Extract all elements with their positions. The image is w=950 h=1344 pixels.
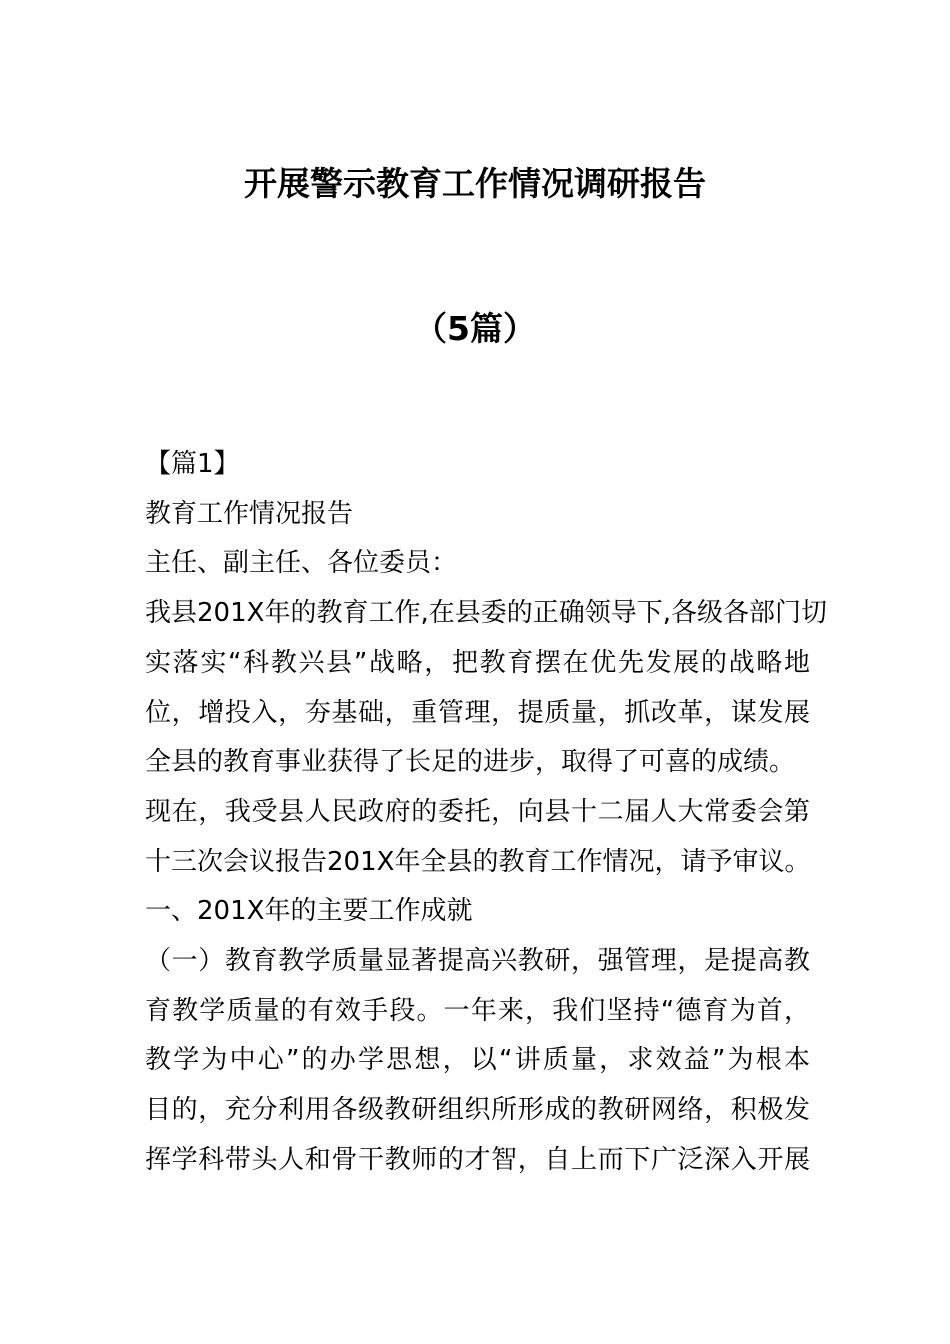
paragraph-line: 教学为中心”的办学思想，以“讲质量，求效益”为根本 [145, 1045, 810, 1076]
paragraph-line: 十三次会议报告201X年全县的教育工作情况，请予审议。 [145, 846, 811, 877]
paragraph-line: 现在，我受县人民政府的委托，向县十二届人大常委会第 [145, 796, 810, 827]
paragraph-line: 目的，充分利用各级教研组织所形成的教研网络，积极发 [145, 1095, 810, 1126]
report-heading: 教育工作情况报告 [145, 498, 354, 529]
paragraph-line: 实落实“科教兴县”战略，把教育摆在优先发展的战略地 [145, 647, 810, 678]
paragraph-line: 我县201X年的教育工作,在县委的正确领导下,各级各部门切 [145, 598, 827, 629]
paragraph-line: （一）教育教学质量显著提高兴教研，强管理，是提高教 [145, 946, 810, 977]
document-subtitle: （5篇） [414, 309, 536, 348]
document-title: 开展警示教育工作情况调研报告 [244, 164, 706, 203]
document-body [145, 440, 827, 1186]
paragraph-line: 位，增投入，夯基础，重管理，提质量，抓改革，谋发展 [145, 697, 810, 728]
section-label: 【篇1】 [145, 449, 240, 479]
section-heading: 一、201X年的主要工作成就 [145, 896, 473, 927]
paragraph-line: 全县的教育事业获得了长足的进步，取得了可喜的成绩。 [145, 747, 796, 778]
paragraph-line: 挥学科带头人和骨干教师的才智，自上而下广泛深入开展 [145, 1144, 810, 1175]
salutation: 主任、副主任、各位委员： [145, 548, 458, 579]
paragraph-line: 育教学质量的有效手段。一年来，我们坚持“德育为首， [145, 995, 810, 1026]
